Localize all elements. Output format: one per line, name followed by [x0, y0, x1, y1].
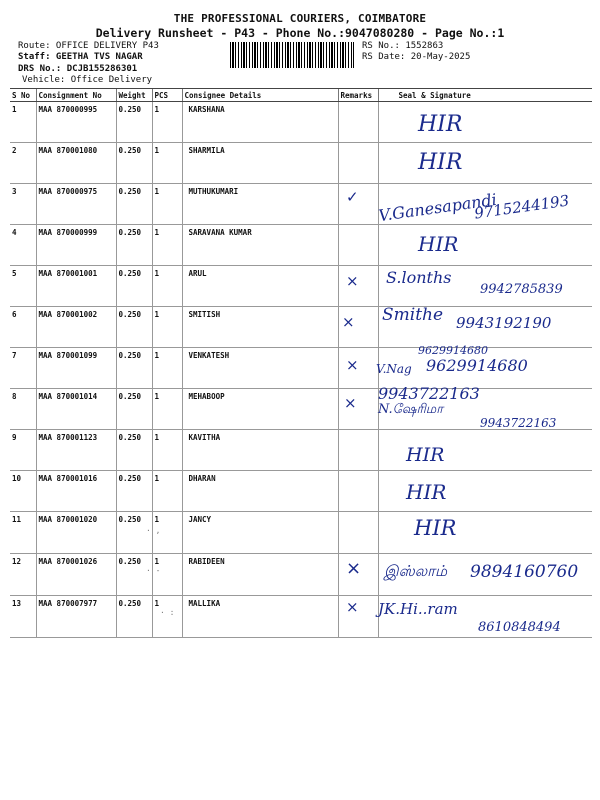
stray-marks: · : [160, 608, 175, 617]
cell-pcs: 1 [152, 184, 182, 225]
route-label: Route: OFFICE DELIVERY P43 [18, 41, 159, 51]
cell-consignment: MAA 870001080 [36, 143, 116, 184]
cell-consignee: MALLIKA [182, 596, 338, 638]
cell-weight: 0.250 [116, 102, 152, 143]
cell-sno: 2 [10, 143, 36, 184]
table-row [10, 512, 592, 554]
cell-weight: 0.250 [116, 266, 152, 307]
handwritten-signature: HIR [418, 150, 463, 175]
cell-remarks [338, 102, 378, 143]
cell-weight: 0.250 [116, 348, 152, 389]
cell-sno: 7 [10, 348, 36, 389]
cell-pcs: 1 [152, 143, 182, 184]
cell-pcs: 1 [152, 430, 182, 471]
cell-sno: 12 [10, 554, 36, 596]
handwritten-signature: HIR [414, 516, 457, 540]
cell-weight: 0.250 [116, 225, 152, 266]
handwritten-signature: HIR [406, 480, 447, 504]
cell-weight: 0.250 [116, 596, 152, 638]
cell-consignee: DHARAN [182, 471, 338, 512]
handwritten-signature: V.Ganesapandi [377, 189, 498, 226]
col-header-pcs: PCS [152, 89, 182, 102]
cell-consignment: MAA 870001020 [36, 512, 116, 554]
handwritten-signature: V.Nag [376, 362, 412, 376]
cell-consignment: MAA 870000995 [36, 102, 116, 143]
handwritten-phone: 9715244193 [473, 191, 571, 223]
cell-sno: 6 [10, 307, 36, 348]
handwritten-signature: HIR [418, 112, 463, 137]
handwritten-phone: 9943722163 [480, 416, 557, 430]
cross-mark: × [344, 394, 357, 412]
handwritten-phone: 9943192190 [456, 314, 552, 332]
handwritten-phone: 9894160760 [470, 562, 579, 582]
cell-sno: 13 [10, 596, 36, 638]
cell-signature [378, 225, 592, 266]
table-header-row [10, 89, 592, 102]
staff-label: Staff: GEETHA TVS NAGAR [18, 52, 143, 62]
col-header-remarks: Remarks [338, 89, 378, 102]
cell-weight: 0.250 [116, 307, 152, 348]
cell-sno: 5 [10, 266, 36, 307]
col-header-consignee: Consignee Details [182, 89, 338, 102]
cell-consignment: MAA 870001099 [36, 348, 116, 389]
cell-consignee: KARSHANA [182, 102, 338, 143]
cell-consignment: MAA 870000975 [36, 184, 116, 225]
cell-pcs: 1 [152, 307, 182, 348]
cross-mark: × [346, 272, 359, 290]
cell-consignee: SARAVANA KUMAR [182, 225, 338, 266]
table-row [10, 225, 592, 266]
col-header-weight: Weight [116, 89, 152, 102]
table-row [10, 102, 592, 143]
cell-consignment: MAA 870001014 [36, 389, 116, 430]
cell-remarks [338, 471, 378, 512]
cell-pcs: 1 [152, 102, 182, 143]
handwritten-signature: HIR [418, 232, 459, 256]
handwritten-phone: 9943722163 [378, 384, 480, 403]
cell-weight: 0.250 [116, 389, 152, 430]
cell-pcs: 1 [152, 512, 182, 554]
cell-consignee: VENKATESH [182, 348, 338, 389]
cell-signature [378, 512, 592, 554]
cell-remarks [338, 512, 378, 554]
cell-remarks [338, 225, 378, 266]
cross-mark: × [346, 558, 362, 579]
rs-no-label: RS No.: 1552863 [362, 41, 444, 51]
cell-consignment: MAA 870000999 [36, 225, 116, 266]
cross-mark: × [342, 313, 355, 331]
stray-marks: · - [146, 566, 161, 575]
cell-pcs: 1 [152, 266, 182, 307]
cell-pcs: 1 [152, 225, 182, 266]
cell-consignee: MEHABOOP [182, 389, 338, 430]
cell-remarks [338, 430, 378, 471]
handwritten-signature: N.ஷேரிமா [378, 402, 444, 417]
cell-sno: 8 [10, 389, 36, 430]
handwritten-signature: இஸ்லாம் [384, 562, 448, 580]
cell-consignment: MAA 870001026 [36, 554, 116, 596]
stray-marks: · , [146, 526, 161, 535]
cell-remarks [338, 143, 378, 184]
cell-signature [378, 102, 592, 143]
col-header-sno: S No [10, 89, 36, 102]
cell-consignment: MAA 870001016 [36, 471, 116, 512]
cell-signature [378, 143, 592, 184]
cell-weight: 0.250 [116, 184, 152, 225]
cell-consignee: JANCY [182, 512, 338, 554]
table-row [10, 471, 592, 512]
cell-consignee: SMITISH [182, 307, 338, 348]
handwritten-phone: 9629914680 [418, 344, 488, 357]
cell-consignee: MUTHUKUMARI [182, 184, 338, 225]
cell-consignment: MAA 870001002 [36, 307, 116, 348]
runsheet-title: THE PROFESSIONAL COURIERS, COIMBATORE [173, 12, 427, 25]
cell-consignee: ARUL [182, 266, 338, 307]
table-row [10, 143, 592, 184]
cell-consignment: MAA 870001123 [36, 430, 116, 471]
handwritten-phone: 8610848494 [478, 620, 561, 635]
cell-sno: 11 [10, 512, 36, 554]
cell-pcs: 1 [152, 471, 182, 512]
handwritten-signature: JK.Hi..ram [378, 600, 458, 618]
cross-mark: × [346, 356, 359, 374]
cell-pcs: 1 [152, 389, 182, 430]
cross-mark: × [346, 598, 359, 616]
handwritten-signature: HIR [406, 444, 445, 466]
cell-pcs: 1 [152, 348, 182, 389]
table-row [10, 430, 592, 471]
cell-consignment: MAA 870001001 [36, 266, 116, 307]
cell-weight: 0.250 [116, 430, 152, 471]
handwritten-signature: S.lonths [386, 268, 452, 287]
col-header-consignment: Consignment No [36, 89, 116, 102]
check-mark: ✓ [346, 188, 359, 206]
cell-weight: 0.250 [116, 554, 152, 596]
cell-pcs: 1 [152, 596, 182, 638]
cell-consignee: SHARMILA [182, 143, 338, 184]
runsheet-subtitle: Delivery Runsheet - P43 - Phone No.:9047080280 - Page No.:1 [95, 26, 505, 40]
cell-sno: 1 [10, 102, 36, 143]
cell-weight: 0.250 [116, 512, 152, 554]
drs-label: DRS No.: DCJB155286301 [18, 64, 138, 74]
col-header-signature: Seal & Signature [378, 89, 592, 102]
cell-sno: 10 [10, 471, 36, 512]
cell-consignee: KAVITHA [182, 430, 338, 471]
vehicle-label: Vehicle: Office Delivery [22, 75, 153, 85]
handwritten-signature: Smithe [382, 305, 444, 325]
handwritten-phone: 9629914680 [426, 356, 528, 375]
handwritten-phone: 9942785839 [480, 282, 563, 297]
cell-consignee: RABIDEEN [182, 554, 338, 596]
cell-sno: 4 [10, 225, 36, 266]
cell-weight: 0.250 [116, 143, 152, 184]
cell-pcs: 1 [152, 554, 182, 596]
barcode [230, 42, 354, 68]
cell-sno: 9 [10, 430, 36, 471]
rs-date-label: RS Date: 20-May-2025 [362, 52, 471, 62]
cell-consignment: MAA 870007977 [36, 596, 116, 638]
cell-sno: 3 [10, 184, 36, 225]
cell-weight: 0.250 [116, 471, 152, 512]
